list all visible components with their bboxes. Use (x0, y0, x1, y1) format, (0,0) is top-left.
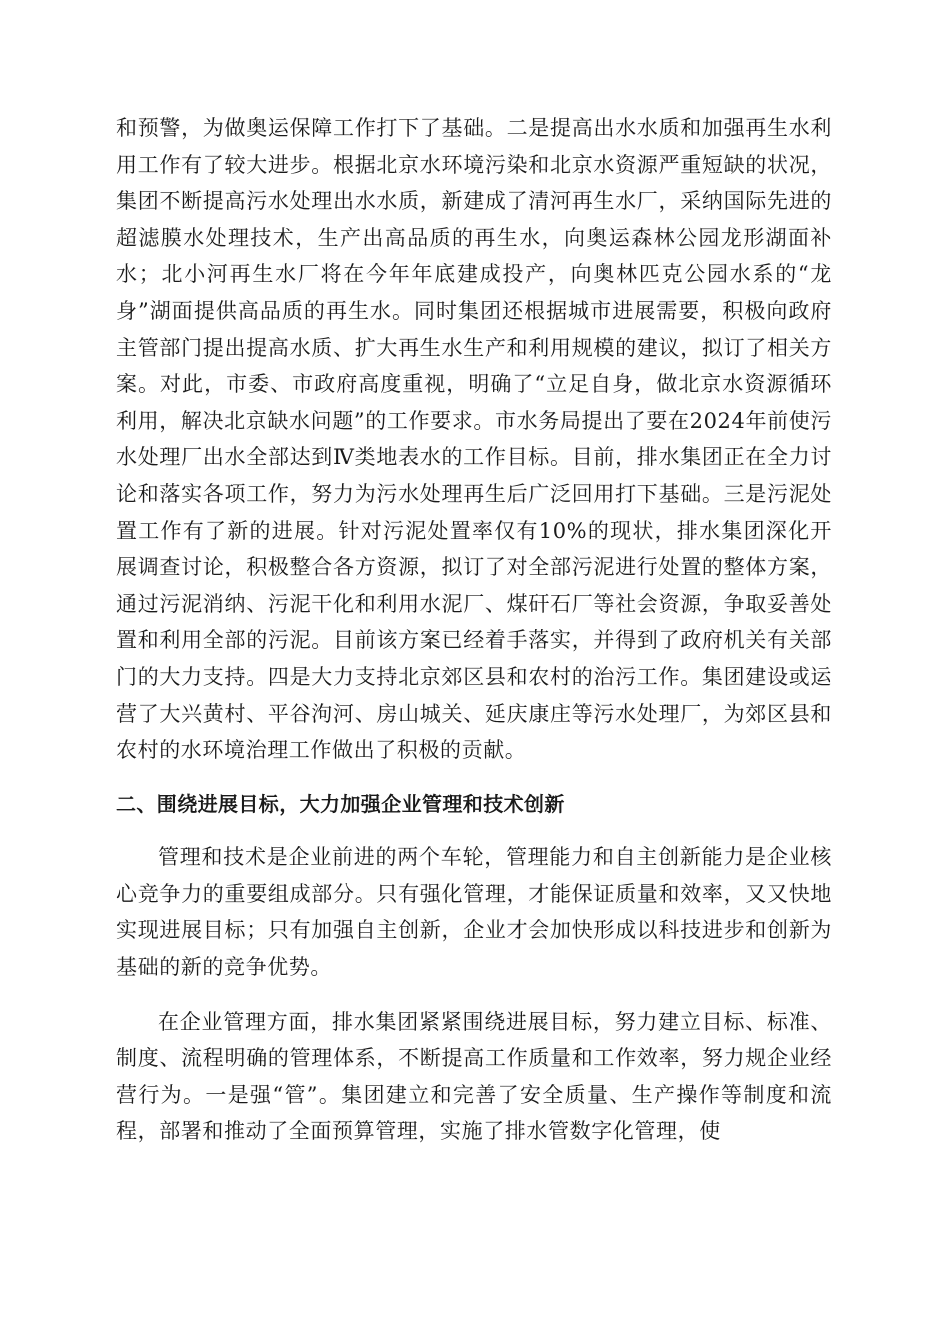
body-paragraph-1: 和预警，为做奥运保障工作打下了基础。二是提高出水水质和加强再生水利用工作有了较大进步。根据北京水环境污染和北京水资源严重短缺的状况，集团不断提高污水处理出水水质，新建成了清河再生水厂，采纳国际先进的超滤膜水处理技术，生产出高品质的再生水，向奥运森林公园龙形湖面补水；北小河再生水厂将在今年年底建成投产，向奥林匹克公园水系的“龙身”湖面提供高品质的再生水。同时集团还根据城市进展需要，积极向政府主管部门提出提高水质、扩大再生水生产和利用规模的建议，拟订了相关方案。对此，市委、市政府高度重视，明确了“立足自身，做北京水资源循环利用，解决北京缺水问题”的工作要求。市水务局提出了要在2024年前使污水处理厂出水全部达到Ⅳ类地表水的工作目标。目前，排水集团正在全力讨论和落实各项工作，努力为污水处理再生后广泛回用打下基础。三是污泥处置工作有了新的进展。针对污泥处置率仅有10%的现状，排水集团深化开展调查讨论，积极整合各方资源，拟订了对全部污泥进行处置的整体方案，通过污泥消纳、污泥干化和利用水泥厂、煤矸石厂等社会资源，争取妥善处置和利用全部的污泥。目前该方案已经着手落实，并得到了政府机关有关部门的大力支持。四是大力支持北京郊区县和农村的治污工作。集团建设或运营了大兴黄村、平谷泃河、房山城关、延庆康庄等污水处理厂，为郊区县和农村的水环境治理工作做出了积极的贡献。 (116, 116, 832, 763)
section-heading: 二、围绕进展目标，大力加强企业管理和技术创新 (116, 791, 565, 816)
document-page (116, 110, 832, 1150)
body-paragraph-3: 在企业管理方面，排水集团紧紧围绕进展目标，努力建立目标、标准、制度、流程明确的管理体系，不断提高工作质量和工作效率，努力规企业经营行为。一是强“管”。集团建立和完善了安全质量、生产操作等制度和流程，部署和推动了全面预算管理，实施了排水管数字化管理，使 (116, 1009, 832, 1144)
body-paragraph-2: 管理和技术是企业前进的两个车轮，管理能力和自主创新能力是企业核心竞争力的重要组成部分。只有强化管理，才能保证质量和效率，又又快地实现进展目标；只有加强自主创新，企业才会加快形成以科技进步和创新为基础的新的竞争优势。 (116, 845, 832, 980)
